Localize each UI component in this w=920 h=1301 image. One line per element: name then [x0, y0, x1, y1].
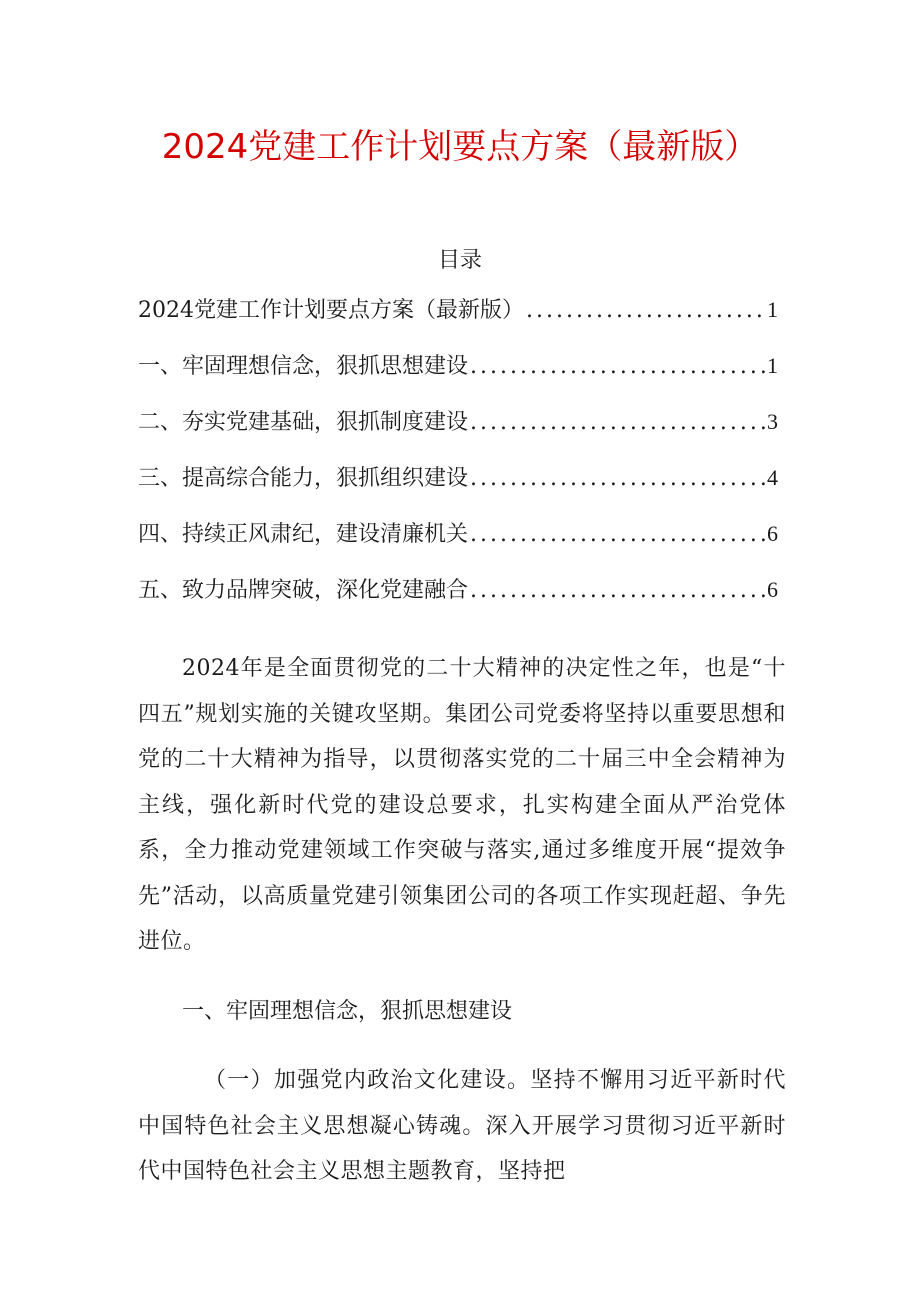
toc-heading: 目录	[437, 248, 482, 273]
toc-entry-text: 三、提高综合能力，狠抓组织建设	[138, 466, 469, 491]
table-of-contents	[138, 292, 778, 628]
toc-leader-dots	[470, 405, 765, 441]
toc-entry-text: 五、致力品牌突破，深化党建融合	[138, 578, 469, 603]
toc-entry-text: 四、持续正风肃纪，建设清廉机关	[138, 522, 469, 547]
toc-page-number: 3	[767, 409, 778, 434]
toc-entry[interactable]	[138, 348, 778, 404]
toc-leader-dots	[470, 349, 765, 385]
toc-entry[interactable]	[138, 292, 778, 348]
toc-leader-dots	[470, 461, 765, 497]
document-title: 2024党建工作计划要点方案（最新版）	[161, 127, 759, 167]
subsection-paragraph: （一）加强党内政治文化建设。坚持不懈用习近平新时代中国特色社会主义思想凝心铸魂。深入开展学习贯彻习近平新时代中国特色社会主义思想主题教育，坚持把	[138, 1068, 786, 1184]
toc-entry-text: 二、夯实党建基础，狠抓制度建设	[138, 410, 469, 435]
toc-page-number: 6	[767, 577, 778, 602]
toc-entry[interactable]	[138, 460, 778, 516]
section-heading: 一、牢固理想信念，狠抓思想建设	[182, 999, 513, 1024]
toc-entry-text: 2024党建工作计划要点方案（最新版）	[138, 298, 524, 323]
toc-leader-dots	[526, 293, 765, 329]
toc-page-number: 1	[767, 353, 778, 378]
intro-paragraph: 2024年是全面贯彻党的二十大精神的决定性之年，也是“十四五”规划实施的关键攻坚期。集团公司党委将坚持以重要思想和党的二十大精神为指导，以贯彻落实党的二十届三中全会精神为主线，强化新时代党的建设总要求，扎实构建全面从严治党体系，全力推动党建领域工作突破与落实,通过多维度开展“提效争先”活动，以高质量党建引领集团公司的各项工作实现赶超、争先进位。	[138, 656, 786, 954]
toc-page-number: 4	[767, 465, 778, 490]
toc-page-number: 1	[767, 297, 778, 322]
toc-leader-dots	[470, 517, 765, 553]
toc-leader-dots	[470, 573, 765, 609]
toc-entry-text: 一、牢固理想信念，狠抓思想建设	[138, 354, 469, 379]
toc-entry[interactable]	[138, 516, 778, 572]
toc-entry[interactable]	[138, 404, 778, 460]
toc-entry[interactable]	[138, 572, 778, 628]
toc-page-number: 6	[767, 521, 778, 546]
